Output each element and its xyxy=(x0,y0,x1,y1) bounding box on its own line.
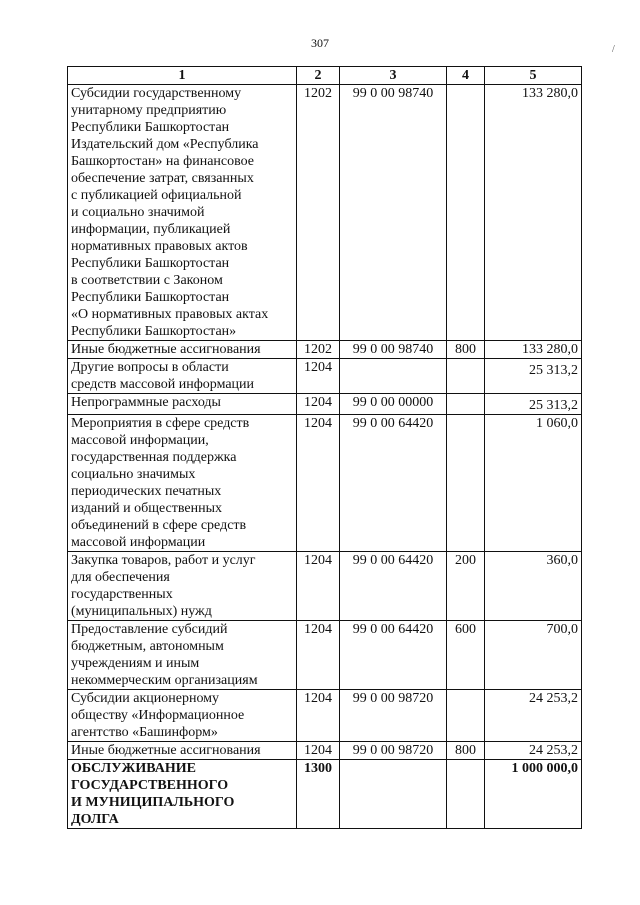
budget-table xyxy=(67,66,582,829)
row-target-cell: 99 0 00 00000 xyxy=(340,394,447,415)
row-target-cell xyxy=(340,359,447,394)
table-row xyxy=(68,760,582,829)
row-type-cell: 200 xyxy=(447,552,485,621)
corner-mark: / xyxy=(612,44,615,55)
header-col-1: 1 xyxy=(68,67,297,85)
row-sum-cell: 24 253,2 xyxy=(485,690,582,742)
row-section-cell: 1204 xyxy=(297,359,340,394)
row-target-cell: 99 0 00 98740 xyxy=(340,341,447,359)
header-col-5: 5 xyxy=(485,67,582,85)
row-type-cell xyxy=(447,690,485,742)
row-type-cell: 600 xyxy=(447,621,485,690)
row-sum-cell: 700,0 xyxy=(485,621,582,690)
header-col-4: 4 xyxy=(447,67,485,85)
table-row xyxy=(68,552,582,621)
row-name-cell: Предоставление субсидий бюджетным, автономным учреждениям и иным некоммерческим организациям xyxy=(68,621,297,690)
row-sum-cell: 133 280,0 xyxy=(485,85,582,341)
table-header-row xyxy=(68,67,582,85)
row-section-cell: 1202 xyxy=(297,341,340,359)
row-name-cell: ОБСЛУЖИВАНИЕ ГОСУДАРСТВЕННОГО И МУНИЦИПАЛЬНОГО ДОЛГА xyxy=(68,760,297,829)
table-body xyxy=(68,85,582,829)
table-row xyxy=(68,341,582,359)
table-row xyxy=(68,621,582,690)
row-name-cell: Иные бюджетные ассигнования xyxy=(68,742,297,760)
row-name-cell: Закупка товаров, работ и услуг для обеспечения государственных (муниципальных) нужд xyxy=(68,552,297,621)
row-type-cell xyxy=(447,760,485,829)
row-type-cell: 800 xyxy=(447,742,485,760)
row-target-cell: 99 0 00 98720 xyxy=(340,742,447,760)
page-number: 307 xyxy=(311,36,329,50)
row-sum-cell: 360,0 xyxy=(485,552,582,621)
table-row xyxy=(68,415,582,552)
row-sum-cell: 133 280,0 xyxy=(485,341,582,359)
row-type-cell: 800 xyxy=(447,341,485,359)
table-row xyxy=(68,690,582,742)
row-section-cell: 1202 xyxy=(297,85,340,341)
header-col-3: 3 xyxy=(340,67,447,85)
row-target-cell xyxy=(340,760,447,829)
row-sum-cell: 1 060,0 xyxy=(485,415,582,552)
row-name-cell: Субсидии акционерному обществу «Информационное агентство «Башинформ» xyxy=(68,690,297,742)
row-target-cell: 99 0 00 64420 xyxy=(340,415,447,552)
row-section-cell: 1204 xyxy=(297,742,340,760)
table-row xyxy=(68,742,582,760)
row-target-cell: 99 0 00 64420 xyxy=(340,552,447,621)
table-row xyxy=(68,359,582,394)
row-name-cell: Непрограммные расходы xyxy=(68,394,297,415)
row-type-cell xyxy=(447,415,485,552)
row-target-cell: 99 0 00 64420 xyxy=(340,621,447,690)
row-sum-cell: 25 313,2 xyxy=(485,394,582,415)
row-name-cell: Мероприятия в сфере средств массовой информации, государственная поддержка социально значимых периодических печатных изданий и общественных объединений в сфере средств массовой информации xyxy=(68,415,297,552)
table-row xyxy=(68,394,582,415)
row-section-cell: 1204 xyxy=(297,690,340,742)
row-sum-cell: 1 000 000,0 xyxy=(485,760,582,829)
row-sum-cell: 24 253,2 xyxy=(485,742,582,760)
row-section-cell: 1204 xyxy=(297,552,340,621)
row-sum-cell: 25 313,2 xyxy=(485,359,582,394)
row-section-cell: 1204 xyxy=(297,415,340,552)
table-row xyxy=(68,85,582,341)
row-name-cell: Другие вопросы в области средств массовой информации xyxy=(68,359,297,394)
row-target-cell: 99 0 00 98740 xyxy=(340,85,447,341)
row-type-cell xyxy=(447,359,485,394)
header-col-2: 2 xyxy=(297,67,340,85)
row-type-cell xyxy=(447,394,485,415)
row-section-cell: 1204 xyxy=(297,394,340,415)
row-name-cell: Иные бюджетные ассигнования xyxy=(68,341,297,359)
row-section-cell: 1300 xyxy=(297,760,340,829)
row-section-cell: 1204 xyxy=(297,621,340,690)
row-name-cell: Субсидии государственному унитарному предприятию Республики Башкортостан Издательский дом «Республика Башкортостан» на финансовое обеспечение затрат, связанных с публикацией официальной и социально значимой информации, публикацией нормативных правовых актов Республики Башкортостан в соответствии с Законом Республики Башкортостан «О нормативных правовых актах Республики Башкортостан» xyxy=(68,85,297,341)
row-type-cell xyxy=(447,85,485,341)
row-target-cell: 99 0 00 98720 xyxy=(340,690,447,742)
